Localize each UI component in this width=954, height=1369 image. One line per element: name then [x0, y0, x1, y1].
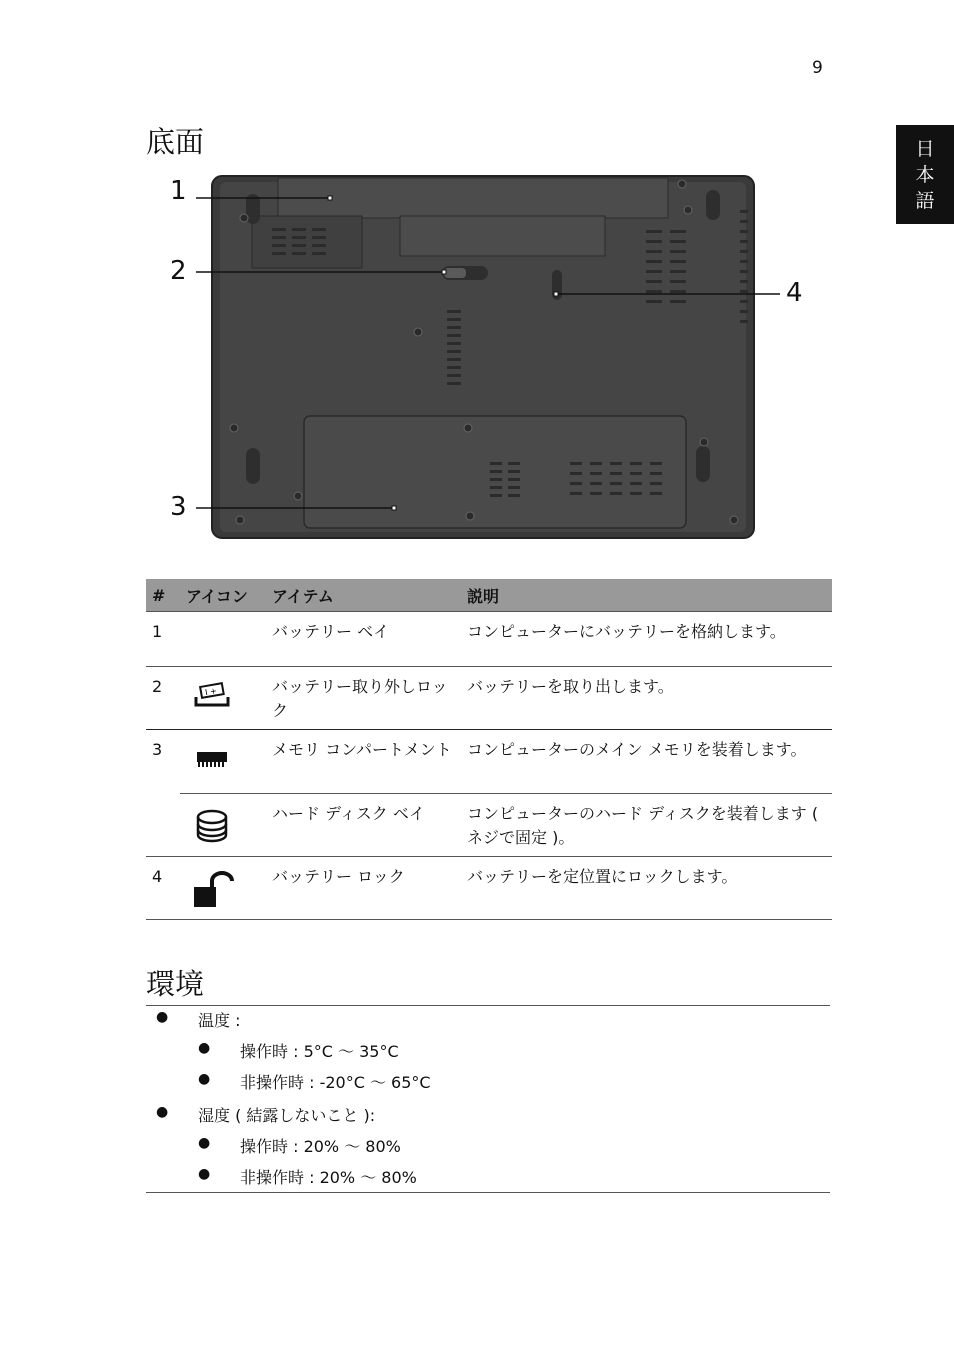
row-desc: コンピューターのメイン メモリを装着します。 [461, 730, 832, 794]
language-tab-char: 本 [915, 163, 935, 186]
row-icon-cell [180, 730, 266, 794]
page-number: 9 [812, 58, 823, 78]
row-desc: バッテリーを取り出します。 [467, 677, 674, 696]
laptop-bottom-figure [160, 170, 820, 550]
component-table [146, 579, 832, 920]
laptop-bottom-illustration [160, 170, 820, 550]
table-row [146, 612, 832, 667]
row-icon-cell [180, 612, 266, 667]
bullet-icon: ● [156, 1009, 169, 1025]
table-header-row [146, 579, 832, 612]
list-item: 非操作時 : -20°C ～ 65°C [240, 1073, 431, 1092]
row-item: バッテリー ベイ [272, 622, 390, 641]
language-tab [896, 125, 954, 224]
memory-icon [192, 744, 242, 784]
divider [146, 1192, 830, 1193]
list-item: 湿度 ( 結露しないこと ): [198, 1106, 376, 1125]
bullet-icon: ● [198, 1040, 211, 1056]
hard-disk-icon [192, 808, 242, 848]
row-desc: バッテリーを定位置にロックします。 [467, 867, 738, 886]
row-num: 3 [152, 740, 163, 759]
bullet-icon: ● [156, 1104, 169, 1120]
callout-4: 4 [786, 278, 803, 308]
header-item: アイテム [266, 579, 461, 612]
list-item: 操作時 : 5°C ～ 35°C [240, 1042, 399, 1061]
row-item: メモリ コンパートメント [266, 730, 461, 794]
callout-3: 3 [170, 492, 187, 522]
row-icon-cell [180, 857, 266, 920]
svg-text:I +: I + [204, 686, 218, 698]
callout-2: 2 [170, 256, 187, 286]
row-item: ハード ディスク ベイ [272, 804, 425, 823]
bullet-icon: ● [198, 1166, 211, 1182]
row-num: 2 [152, 677, 163, 696]
row-desc: コンピューターにバッテリーを格納します。 [467, 622, 786, 641]
row-desc: コンピューターのハード ディスクを装着します ( ネジで固定 )。 [467, 804, 819, 847]
battery-lock-icon [192, 871, 242, 911]
bullet-icon: ● [198, 1071, 211, 1087]
table-row [146, 667, 832, 730]
header-num: # [146, 579, 180, 612]
list-item: 操作時 : 20% ～ 80% [240, 1137, 401, 1156]
row-icon-cell [180, 667, 266, 730]
list-item: 非操作時 : 20% ～ 80% [240, 1168, 417, 1187]
bullet-icon: ● [198, 1135, 211, 1151]
callout-1: 1 [170, 176, 187, 206]
row-item: バッテリー取り外しロック [272, 677, 448, 720]
list-item: 温度 : [198, 1011, 241, 1030]
table-row [146, 730, 832, 794]
table-row [146, 794, 832, 857]
section-title-bottom: 底面 [146, 125, 205, 159]
row-num: 1 [152, 622, 163, 641]
row-icon-cell [180, 794, 266, 857]
row-num [146, 794, 180, 857]
table-row [146, 857, 832, 920]
language-tab-char: 語 [915, 189, 935, 212]
header-icon: アイコン [180, 579, 266, 612]
header-desc: 説明 [461, 579, 832, 612]
battery-release-icon [192, 681, 242, 721]
row-num: 4 [152, 867, 163, 886]
language-tab-char: 日 [915, 137, 935, 160]
divider [146, 1005, 830, 1006]
section-title-environment: 環境 [146, 967, 205, 1001]
row-item: バッテリー ロック [272, 867, 405, 886]
